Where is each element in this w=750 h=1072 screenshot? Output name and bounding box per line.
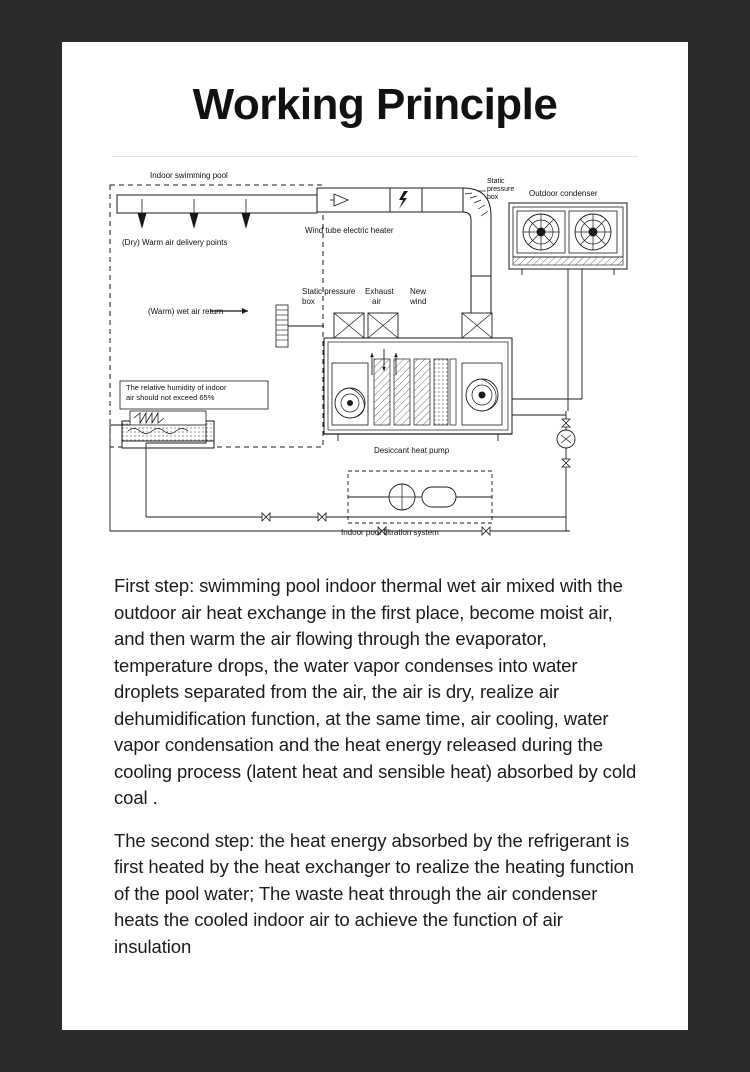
title-divider xyxy=(112,156,638,157)
label-new-wind-2: wind xyxy=(410,297,427,306)
label-static-pressure-box-top-3: box xyxy=(487,194,499,201)
content-card xyxy=(62,42,688,1030)
label-exhaust-air: Exhaust xyxy=(365,287,394,296)
label-static-pressure-box-top: Static xyxy=(487,178,505,185)
page-title: Working Principle xyxy=(192,80,558,129)
label-outdoor-condenser: Outdoor condenser xyxy=(529,189,598,198)
label-static-pressure-box-top-2: pressure xyxy=(487,186,515,193)
label-new-wind: New xyxy=(410,287,427,296)
label-desiccant-heat-pump: Desiccant heat pump xyxy=(374,446,450,455)
label-humidity-note-line1: The relative humidity of indoor xyxy=(126,383,227,392)
label-static-pressure-box-mid: Static pressure xyxy=(302,287,356,296)
label-filtration-system: Indoor pool filtration system xyxy=(341,528,439,537)
label-wind-tube-heater: Wind tube electric heater xyxy=(305,226,394,235)
working-principle-diagram xyxy=(62,163,688,573)
label-indoor-pool: Indoor swimming pool xyxy=(150,171,228,180)
description-block xyxy=(62,573,688,960)
paragraph-second-step: The second step: the heat energy absorbed by the refrigerant is first heated by the heat exchanger to realize the heating function of the pool water; The waste heat through the air condenser heats the cooled indoor air to achieve the function of air insulation xyxy=(114,829,634,957)
label-static-pressure-box-mid-2: box xyxy=(302,297,315,306)
label-exhaust-air-2: air xyxy=(372,297,381,306)
diagram-svg xyxy=(62,163,688,573)
label-humidity-note-line2: air should not exceed 65% xyxy=(126,393,215,402)
label-warm-wet-air-return: (Warm) wet air return xyxy=(148,307,224,316)
paragraph-first-step: First step: swimming pool indoor thermal wet air mixed with the outdoor air heat exchange in the first place, become moist air, and then warm the air flowing through the evaporator, temperature drops, the water vapor condenses into water droplets separated from the air, the air is dry, realize air dehumidification function, at the same time, air cooling, water vapor condensation and the heat energy released during the cooling process (latent heat and sensible heat) absorbed by cold coal . xyxy=(114,575,637,808)
label-dry-warm-air-delivery: (Dry) Warm air delivery points xyxy=(122,238,228,247)
